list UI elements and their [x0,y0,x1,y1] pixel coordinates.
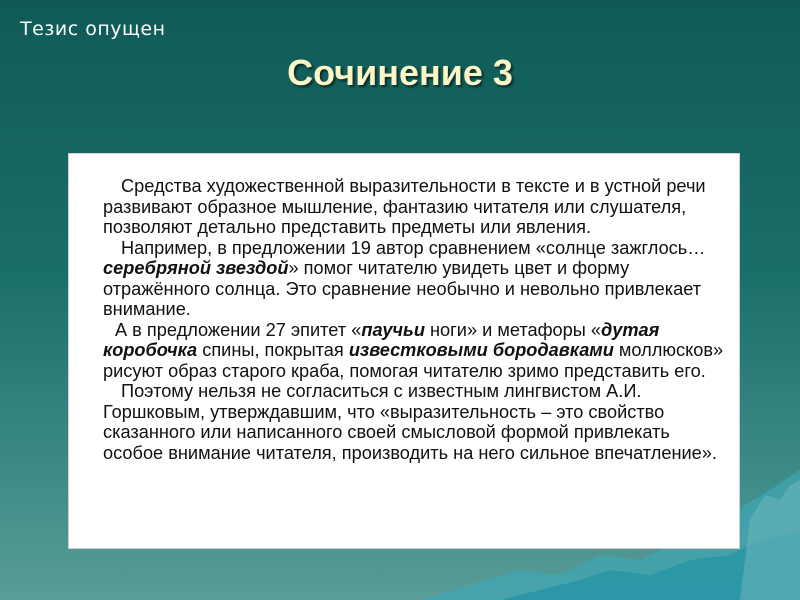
slide-title: Сочинение 3 [287,52,513,93]
emphasis-run: серебряной звездой [103,258,289,278]
text-run: спины, покрытая [197,340,349,360]
emphasis-run: известковыми бородавками [348,340,614,360]
text-run: Например, в предложении 19 автор сравнением «солнце зажглось… [121,237,706,258]
text-run: А в предложении 27 эпитет « [115,319,362,340]
text-run: моллюсков» рисуют образ старого краба, помогая читателю зримо представить его. [103,340,724,381]
essay-text-box [68,153,740,549]
essay-paragraph-1: Средства художественной выразительности в тексте и в устной речи развивают образное мышление, фантазию читателя или слушателя, позволяют детально представить предметы или явления. [103,176,706,237]
essay-paragraph-3 [103,320,727,382]
emphasis-run: паучьи [361,319,425,340]
essay-paragraph-4: Поэтому нельзя не согласиться с известным лингвистом А.И. Горшковым, утверждавшим, что «выразительность – это свойство сказанного или написанного своей смысловой формой привлекать особое внимание читателя, производить на него сильное впечатление». [103,381,717,463]
mountain-shape [740,480,800,600]
essay-paragraph-2 [103,238,727,320]
text-run: » помог читателю увидеть цвет и форму отражённого солнца. Это сравнение необычно и невольно привлекает внимание. [103,258,702,319]
text-run: ноги» и метафоры « [424,319,602,340]
corner-label: Тезис опущен [20,18,166,40]
emphasis-run: дутая коробочка [103,319,660,360]
